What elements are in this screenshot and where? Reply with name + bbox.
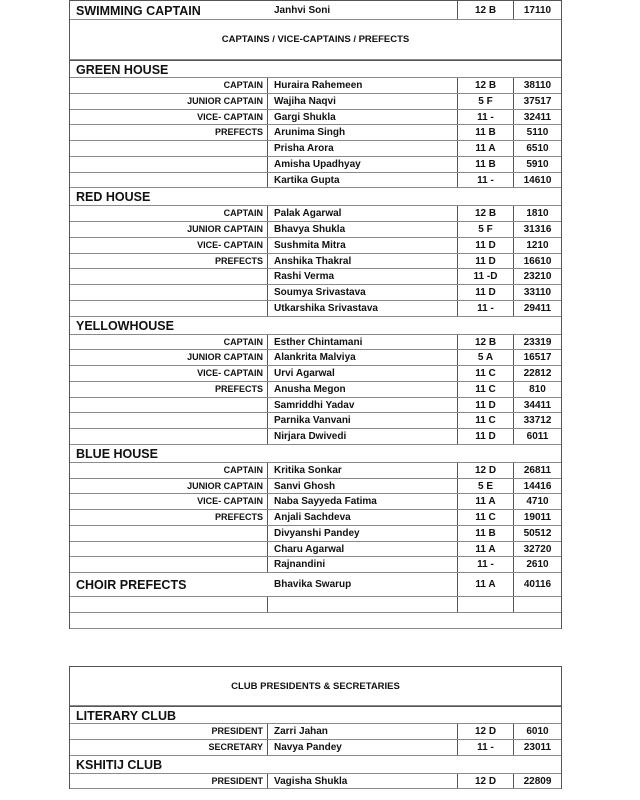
role-cell: CAPTAIN: [70, 335, 268, 350]
table-row: [70, 542, 561, 558]
role-cell: VICE- CAPTAIN: [70, 366, 268, 381]
admission-number-cell: 14416: [523, 480, 552, 492]
class-cell: 11 -: [458, 301, 514, 316]
role-cell: [70, 429, 268, 444]
prefects-table: [69, 0, 562, 629]
table-row: [70, 510, 561, 526]
class-cell: 12 B: [458, 206, 514, 221]
name-cell: Charu Agarwal: [268, 542, 458, 557]
role-cell: PREFECTS: [70, 382, 268, 397]
admission-number-cell: 33712: [523, 415, 552, 427]
class-cell: 5 F: [458, 222, 514, 237]
admission-number-cell: 33110: [523, 287, 552, 298]
class-cell: 11 D: [458, 254, 514, 269]
name-cell: Anjali Sachdeva: [268, 510, 458, 525]
class-cell: 5 A: [458, 350, 514, 365]
choir-prefect-name: Bhavika Swarup: [268, 573, 458, 596]
clubs-section-title: CLUB PRESIDENTS & SECRETARIES: [231, 681, 400, 692]
table-row: [70, 78, 561, 94]
swimming-captain-row: [70, 0, 561, 20]
house-heading-row: [70, 188, 561, 206]
table-row: [70, 398, 561, 414]
role-cell: VICE- CAPTAIN: [70, 110, 268, 125]
class-cell: 12 B: [458, 78, 514, 93]
name-cell: Alankrita Malviya: [268, 350, 458, 365]
name-cell: Anusha Megon: [268, 382, 458, 397]
swimming-captain-label: SWIMMING CAPTAIN: [76, 4, 201, 18]
admission-number-cell: 22809: [523, 775, 552, 787]
table-row: [70, 494, 561, 510]
table-row: [70, 206, 561, 222]
club-name: KSHITIJ CLUB: [76, 757, 163, 772]
table-row: [70, 526, 561, 542]
role-cell: [70, 413, 268, 428]
house-name: RED HOUSE: [76, 190, 151, 205]
table-row: [70, 254, 561, 270]
table-row: [70, 157, 561, 173]
name-cell: Utkarshika Srivastava: [268, 301, 458, 316]
choir-prefect-class: 11 A: [458, 573, 514, 596]
name-cell: Huraira Rahemeen: [268, 78, 458, 93]
class-cell: 11 -: [458, 110, 514, 125]
empty-cell: [458, 597, 514, 612]
class-cell: 11 D: [458, 429, 514, 444]
role-cell: PRESIDENT: [70, 724, 268, 739]
name-cell: Parnika Vanvani: [268, 413, 458, 428]
class-cell: 11 D: [458, 398, 514, 413]
class-cell: 12 B: [458, 335, 514, 350]
role-cell: [70, 173, 268, 188]
table-row: [70, 774, 561, 790]
house-heading-row: [70, 445, 561, 463]
class-cell: 5 F: [458, 94, 514, 109]
role-cell: [70, 301, 268, 316]
role-cell: [70, 542, 268, 557]
house-name: YELLOWHOUSE: [76, 318, 174, 333]
name-cell: Sushmita Mitra: [268, 238, 458, 253]
role-cell: PREFECTS: [70, 125, 268, 140]
swimming-captain-class: 12 B: [458, 1, 514, 19]
table-row: [70, 740, 561, 756]
table-row: [70, 94, 561, 110]
name-cell: Navya Pandey: [268, 740, 458, 755]
table-row: [70, 110, 561, 126]
class-cell: 11 B: [458, 125, 514, 140]
table-row: [70, 141, 561, 157]
admission-number-cell: 6011: [526, 431, 549, 442]
role-cell: CAPTAIN: [70, 206, 268, 221]
admission-number-cell: 1210: [526, 239, 549, 251]
house-name: GREEN HOUSE: [76, 63, 169, 77]
table-row: [70, 413, 561, 429]
house-heading-row: [70, 60, 561, 78]
admission-number-cell: 34411: [523, 399, 552, 411]
admission-number-cell: 38110: [523, 80, 552, 91]
table-row: [70, 350, 561, 366]
role-cell: JUNIOR CAPTAIN: [70, 94, 268, 109]
admission-number-cell: 16610: [523, 255, 552, 267]
name-cell: Palak Agarwal: [268, 206, 458, 221]
houses-container: [70, 60, 561, 573]
empty-row: [70, 597, 561, 613]
name-cell: Prisha Arora: [268, 141, 458, 156]
clubs-heading-row: [70, 666, 561, 706]
table-row: [70, 238, 561, 254]
role-cell: [70, 526, 268, 541]
swimming-captain-admission: 17110: [523, 5, 552, 16]
role-cell: PREFECTS: [70, 510, 268, 525]
table-row: [70, 301, 561, 317]
admission-number-cell: 4710: [526, 496, 549, 508]
role-cell: PREFECTS: [70, 254, 268, 269]
admission-number-cell: 50512: [523, 527, 552, 539]
table-row: [70, 366, 561, 382]
name-cell: Gargi Shukla: [268, 110, 458, 125]
admission-number-cell: 26811: [523, 464, 552, 476]
name-cell: Vagisha Shukla: [268, 774, 458, 789]
table-row: [70, 479, 561, 495]
name-cell: Esther Chintamani: [268, 335, 458, 350]
table-row: [70, 382, 561, 398]
name-cell: Naba Sayyeda Fatima: [268, 494, 458, 509]
club-heading-row: [70, 706, 561, 724]
house-heading-row: [70, 317, 561, 335]
name-cell: Bhavya Shukla: [268, 222, 458, 237]
name-cell: Kritika Sonkar: [268, 463, 458, 478]
admission-number-cell: 14610: [523, 174, 552, 186]
role-cell: JUNIOR CAPTAIN: [70, 479, 268, 494]
name-cell: Zarri Jahan: [268, 724, 458, 739]
admission-number-cell: 23011: [523, 741, 552, 753]
admission-number-cell: 6010: [526, 726, 549, 737]
role-cell: [70, 141, 268, 156]
clubs-container: [70, 706, 561, 789]
class-cell: 11 -: [458, 557, 514, 572]
class-cell: 11 D: [458, 285, 514, 300]
class-cell: 11 A: [458, 494, 514, 509]
class-cell: 11 B: [458, 526, 514, 541]
class-cell: 11 D: [458, 238, 514, 253]
name-cell: Rashi Verma: [268, 269, 458, 284]
clubs-table: [69, 666, 562, 789]
admission-number-cell: 29411: [523, 302, 552, 314]
club-name: LITERARY CLUB: [76, 709, 176, 723]
class-cell: 12 D: [458, 774, 514, 789]
role-cell: JUNIOR CAPTAIN: [70, 222, 268, 237]
class-cell: 11 C: [458, 382, 514, 397]
role-cell: [70, 269, 268, 284]
class-cell: 11 B: [458, 157, 514, 172]
table-row: [70, 173, 561, 189]
class-cell: 12 D: [458, 724, 514, 739]
choir-prefects-label: CHOIR PREFECTS: [76, 578, 187, 592]
club-heading-row: [70, 756, 561, 774]
section-title: CAPTAINS / VICE-CAPTAINS / PREFECTS: [221, 34, 410, 45]
table-row: [70, 125, 561, 141]
name-cell: Nirjara Dwivedi: [268, 429, 458, 444]
admission-number-cell: 16517: [523, 352, 552, 364]
name-cell: Soumya Srivastava: [268, 285, 458, 300]
name-cell: Wajiha Naqvi: [268, 94, 458, 109]
class-cell: 11 A: [458, 542, 514, 557]
table-row: [70, 557, 561, 573]
role-cell: CAPTAIN: [70, 78, 268, 93]
class-cell: 11 C: [458, 413, 514, 428]
admission-number-cell: 32411: [523, 111, 552, 123]
role-cell: [70, 557, 268, 572]
name-cell: Amisha Upadhyay: [268, 157, 458, 172]
table-row: [70, 269, 561, 285]
empty-cell: [70, 597, 268, 612]
swimming-captain-name: Janhvi Soni: [268, 1, 458, 19]
empty-cell: [514, 597, 561, 612]
role-cell: [70, 157, 268, 172]
section-heading-row: [70, 20, 561, 60]
admission-number-cell: 5110: [526, 127, 549, 139]
admission-number-cell: 23319: [523, 336, 552, 348]
table-row: [70, 463, 561, 479]
name-cell: Sanvi Ghosh: [268, 479, 458, 494]
table-row: [70, 429, 561, 445]
class-cell: 12 D: [458, 463, 514, 478]
class-cell: 11 -: [458, 173, 514, 188]
empty-cell: [268, 597, 458, 612]
class-cell: 11 C: [458, 366, 514, 381]
choir-prefects-row: [70, 573, 561, 597]
admission-number-cell: 23210: [523, 271, 552, 283]
role-cell: VICE- CAPTAIN: [70, 494, 268, 509]
admission-number-cell: 37517: [523, 95, 552, 107]
house-name: BLUE HOUSE: [76, 446, 158, 461]
name-cell: Rajnandini: [268, 557, 458, 572]
admission-number-cell: 31316: [523, 224, 552, 235]
name-cell: Samriddhi Yadav: [268, 398, 458, 413]
admission-number-cell: 1810: [526, 208, 549, 220]
admission-number-cell: 19011: [523, 512, 552, 523]
class-cell: 11 C: [458, 510, 514, 525]
class-cell: 11 A: [458, 141, 514, 156]
name-cell: Arunima Singh: [268, 125, 458, 140]
role-cell: CAPTAIN: [70, 463, 268, 478]
admission-number-cell: 2610: [526, 559, 549, 571]
choir-prefect-admission: 40116: [523, 579, 552, 590]
role-cell: VICE- CAPTAIN: [70, 238, 268, 253]
name-cell: Kartika Gupta: [268, 173, 458, 188]
class-cell: 11 -D: [458, 269, 514, 284]
admission-number-cell: 22812: [523, 368, 552, 379]
role-cell: [70, 398, 268, 413]
table-row: [70, 724, 561, 740]
class-cell: 11 -: [458, 740, 514, 755]
name-cell: Divyanshi Pandey: [268, 526, 458, 541]
empty-row: [70, 613, 561, 629]
admission-number-cell: 5910: [526, 158, 549, 170]
name-cell: Urvi Agarwal: [268, 366, 458, 381]
role-cell: [70, 285, 268, 300]
table-row: [70, 335, 561, 351]
role-cell: SECRETARY: [70, 740, 268, 755]
class-cell: 5 E: [458, 479, 514, 494]
admission-number-cell: 32720: [523, 543, 552, 555]
role-cell: PRESIDENT: [70, 774, 268, 789]
table-row: [70, 285, 561, 301]
role-cell: JUNIOR CAPTAIN: [70, 350, 268, 365]
admission-number-cell: 810: [529, 383, 546, 395]
admission-number-cell: 6510: [526, 143, 549, 154]
table-row: [70, 222, 561, 238]
name-cell: Anshika Thakral: [268, 254, 458, 269]
